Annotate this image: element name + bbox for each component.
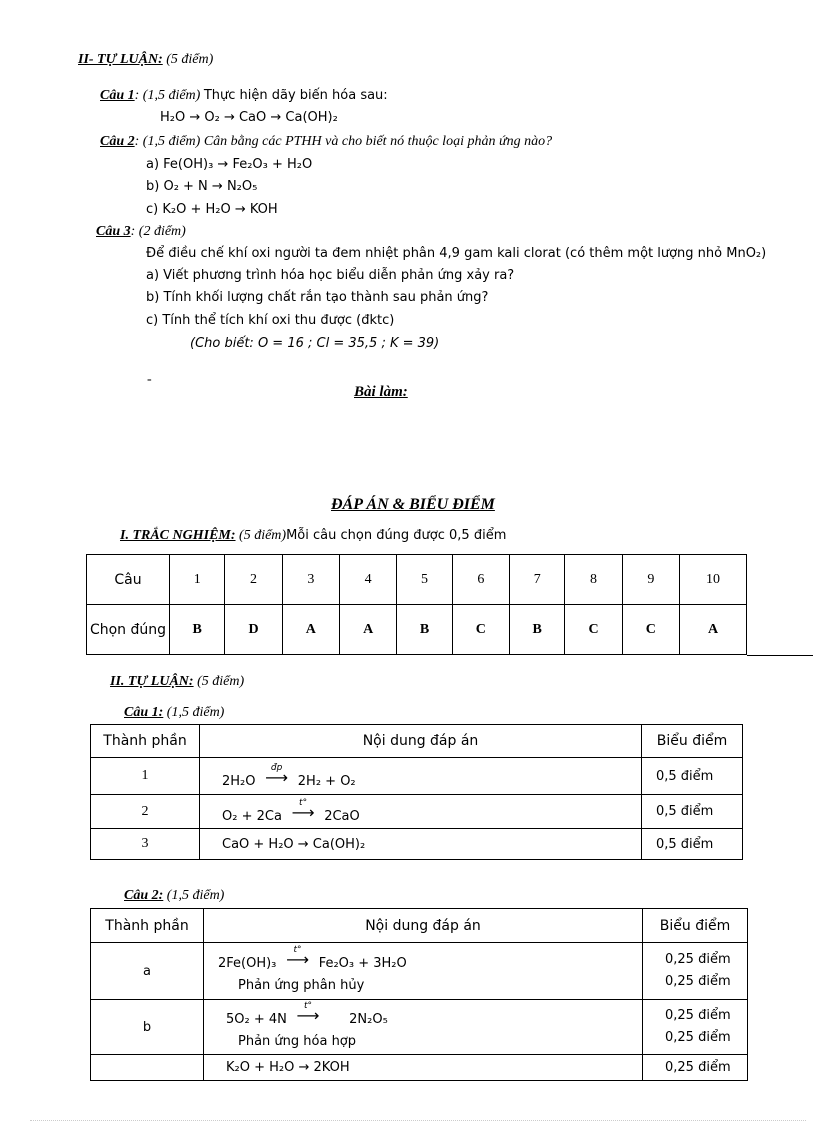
mc-num-6: 6 [452, 555, 509, 605]
q2-line [100, 134, 552, 150]
q1-header-row [91, 725, 743, 758]
q3-intro: Để điều chế khí oxi người ta đem nhiệt phân 4,9 gam kali clorat (có thêm một lượng nhỏ MnO₂) [146, 246, 767, 261]
q2-rowc-part [91, 1055, 204, 1081]
q2-row-b [91, 1000, 748, 1055]
q2-label: Câu 2 [100, 134, 135, 149]
q1-row-2 [91, 795, 743, 829]
q2-rowb-content [204, 1000, 643, 1055]
mc-table-extension-line [747, 655, 813, 656]
q2-row-a [91, 943, 748, 1000]
mc-row-numbers [87, 555, 747, 605]
part2-heading [78, 52, 213, 68]
q1-row2-arrow: t° ⟶ [286, 799, 320, 821]
q2-rowb-score [643, 1000, 748, 1055]
mc-num-1: 1 [170, 555, 225, 605]
q2-header-score: Biểu điểm [643, 909, 748, 943]
q1-header-content: Nội dung đáp án [200, 725, 642, 758]
mc-ans-10: A [680, 605, 747, 655]
q3-line [96, 224, 186, 240]
q2-rowc-score: 0,25 điểm [643, 1055, 748, 1081]
mc-num-4: 4 [340, 555, 397, 605]
q2-rowa-score1: 0,25 điểm [665, 952, 731, 967]
q2-row-c [91, 1055, 748, 1081]
mc-num-8: 8 [565, 555, 622, 605]
answer-part2-label: II. TỰ LUẬN: [110, 674, 194, 689]
q2-answer-table [90, 908, 748, 1081]
q1-row1-lhs: 2H₂O [222, 773, 256, 789]
q2-rowa-score [643, 943, 748, 1000]
q2-rowa-lhs: 2Fe(OH)₃ [218, 955, 277, 971]
answer-q2-heading [124, 888, 224, 904]
q1-text: Thực hiện dãy biến hóa sau: [203, 88, 388, 103]
q3-label: Câu 3 [96, 224, 131, 239]
answer-part1-note: Mỗi câu chọn đúng được 0,5 điểm [286, 528, 507, 543]
q1-row3-score: 0,5 điểm [642, 829, 743, 860]
q2-rowa-equation [218, 946, 636, 975]
answer-q1-points: (1,5 điểm) [166, 705, 225, 720]
q3-points: : (2 điểm) [130, 224, 186, 239]
q1-row2-rhs: 2CaO [324, 809, 360, 824]
mc-num-5: 5 [397, 555, 452, 605]
q2-rowa-content [204, 943, 643, 1000]
q1-answer-table [90, 724, 743, 860]
q2-rowb-type: Phản ứng hóa hợp [238, 1033, 357, 1049]
answer-part1-label: I. TRẮC NGHIỆM: [120, 528, 236, 543]
q2-b: b) O₂ + N → N₂O₅ [146, 179, 258, 194]
q2-points: : (1,5 điểm) [134, 134, 201, 149]
mc-num-7: 7 [510, 555, 565, 605]
q2-rowb-score2: 0,25 điểm [665, 1030, 731, 1045]
answer-part2-points: (5 điểm) [197, 674, 245, 689]
mc-num-2: 2 [225, 555, 282, 605]
mc-ans-6: C [452, 605, 509, 655]
answer-q1-label: Câu 1: [124, 705, 164, 720]
answer-q2-points: (1,5 điểm) [166, 888, 225, 903]
q1-row2-content [200, 795, 642, 829]
q1-row2-score: 0,5 điểm [642, 795, 743, 829]
q2-a: a) Fe(OH)₃ → Fe₂O₃ + H₂O [146, 157, 313, 172]
mc-row2-label: Chọn đúng [87, 605, 170, 655]
q1-row1-content [200, 758, 642, 795]
q2-header-part: Thành phần [91, 909, 204, 943]
page-bottom-divider [30, 1120, 806, 1121]
mc-row1-label: Câu [87, 555, 170, 605]
mc-ans-5: B [397, 605, 452, 655]
q3-b: b) Tính khối lượng chất rắn tạo thành sau phản ứng? [146, 290, 489, 305]
dash: - [147, 372, 152, 387]
answer-q2-label: Câu 2: [124, 888, 164, 903]
answer-part1-points: (5 điểm) [239, 528, 287, 543]
q1-row2-part: 2 [91, 795, 200, 829]
q1-row1-rhs: 2H₂ + O₂ [297, 773, 356, 789]
q1-row1-arrow: đp ⟶ [260, 764, 294, 786]
q2-rowb-score1: 0,25 điểm [665, 1008, 731, 1023]
mc-ans-2: D [225, 605, 282, 655]
mc-num-9: 9 [622, 555, 679, 605]
part2-heading-points: (5 điểm) [166, 52, 214, 67]
q1-row-1 [91, 758, 743, 795]
q2-rowa-score2: 0,25 điểm [665, 974, 731, 989]
q2-rowa-rhs: Fe₂O₃ + 3H₂O [318, 955, 407, 971]
mc-ans-9: C [622, 605, 679, 655]
q2-rowb-lhs: 5O₂ + 4N [226, 1011, 287, 1027]
q1-header-part: Thành phần [91, 725, 200, 758]
mc-ans-8: C [565, 605, 622, 655]
q1-line [100, 88, 388, 104]
q2-rowb-arrow: t° ⟶ [291, 1002, 325, 1024]
q1-row3-part: 3 [91, 829, 200, 860]
q3-a: a) Viết phương trình hóa học biểu diễn phản ứng xảy ra? [146, 268, 515, 283]
q3-given: (Cho biết: O = 16 ; Cl = 35,5 ; K = 39) [190, 336, 440, 351]
mc-row-answers [87, 605, 747, 655]
q2-c: c) K₂O + H₂O → KOH [146, 202, 278, 217]
q1-row2-lhs: O₂ + 2Ca [222, 809, 282, 824]
mc-num-10: 10 [680, 555, 747, 605]
mc-table [86, 554, 747, 655]
mc-ans-7: B [510, 605, 565, 655]
q2-rowb-part: b [91, 1000, 204, 1055]
q1-points: : (1,5 điểm) [134, 88, 201, 103]
q1-label: Câu 1 [100, 88, 135, 103]
q1-row1-part: 1 [91, 758, 200, 795]
q2-rowa-arrow: t° ⟶ [281, 946, 315, 968]
q2-header-row [91, 909, 748, 943]
mc-ans-1: B [170, 605, 225, 655]
work-heading: Bài làm: [354, 384, 408, 400]
q2-rowa-part: a [91, 943, 204, 1000]
q2-text: Cân bằng các PTHH và cho biết nó thuộc loại phản ứng nào? [203, 134, 553, 149]
answer-title: ĐÁP ÁN & BIỂU ĐIỂM [331, 496, 495, 513]
q1-row3-content: CaO + H₂O → Ca(OH)₂ [200, 829, 642, 860]
mc-num-3: 3 [282, 555, 339, 605]
q2-rowa-type: Phản ứng phân hủy [238, 977, 365, 993]
q1-chain: H₂O → O₂ → CaO → Ca(OH)₂ [160, 110, 338, 125]
answer-q1-heading [124, 705, 224, 721]
q2-header-content: Nội dung đáp án [204, 909, 643, 943]
answer-part2-heading [110, 674, 244, 690]
q2-rowb-equation [226, 1002, 636, 1031]
part2-heading-label: II- TỰ LUẬN: [78, 52, 163, 67]
q3-c: c) Tính thể tích khí oxi thu được (đktc) [146, 313, 395, 328]
q1-row1-score: 0,5 điểm [642, 758, 743, 795]
q1-row-3 [91, 829, 743, 860]
q2-rowc-content: K₂O + H₂O → 2KOH [204, 1055, 643, 1081]
q2-rowb-rhs: 2N₂O₅ [349, 1011, 388, 1027]
answer-part1-heading [120, 528, 506, 544]
mc-ans-3: A [282, 605, 339, 655]
q1-header-score: Biểu điểm [642, 725, 743, 758]
mc-ans-4: A [340, 605, 397, 655]
